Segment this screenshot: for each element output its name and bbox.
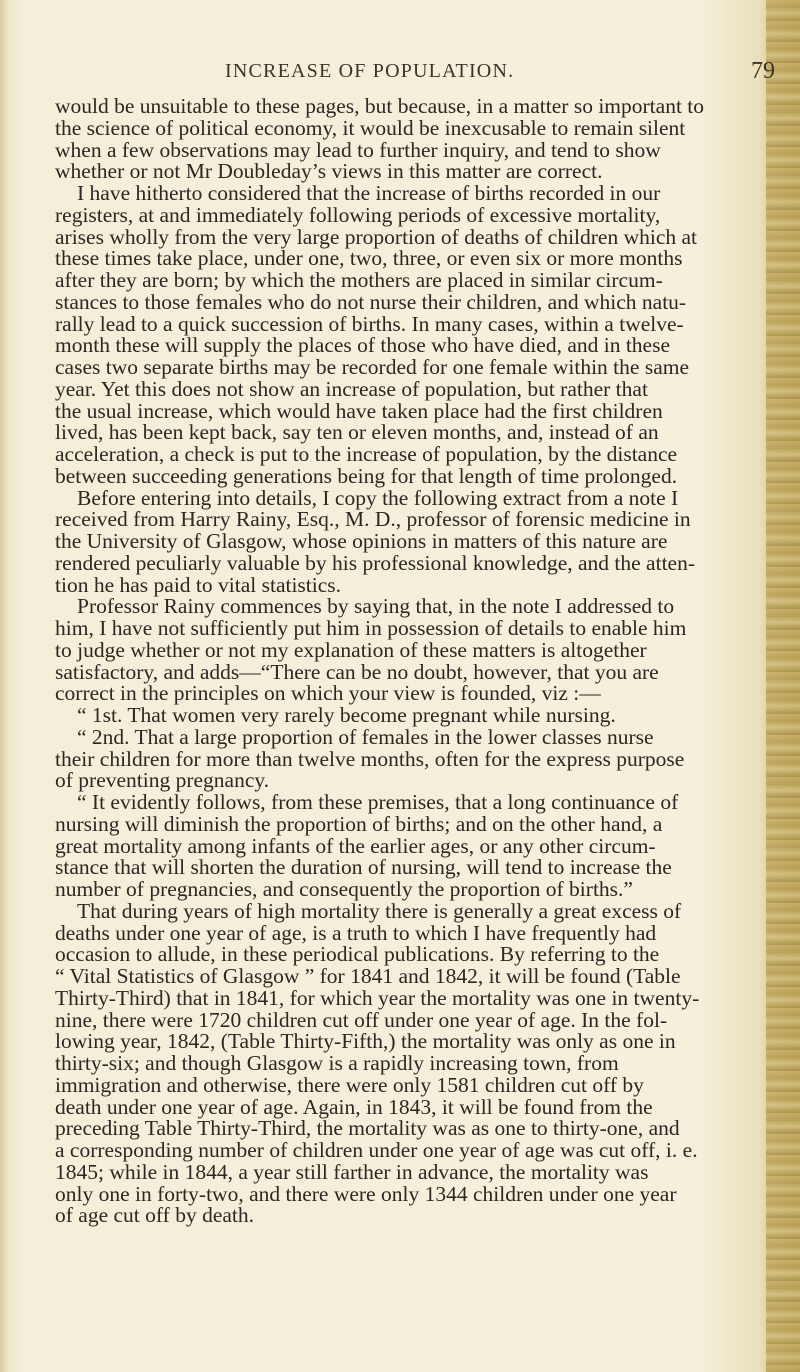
text-line: whether or not Mr Doubleday’s views in this matter are correct. <box>55 159 603 184</box>
body-text <box>55 96 775 1227</box>
text-line: thirty-six; and though Glasgow is a rapidly increasing town, from <box>55 1051 619 1075</box>
text-line: month these will supply the places of those who have died, and in these <box>55 333 671 358</box>
text-line: after they are born; by which the mothers are placed in similar circum- <box>55 268 663 292</box>
text-line: cases two separate births may be recorded for one female within the same <box>55 355 689 379</box>
text-line: him, I have not sufficiently put him in possession of details to enable him <box>55 616 687 640</box>
text-line: received from Harry Rainy, Esq., M. D., professor of forensic medicine in <box>55 507 691 532</box>
text-line: the science of political economy, it would be inexcusable to remain silent <box>55 115 686 140</box>
text-line: stance that will shorten the duration of nursing, will tend to increase the <box>55 855 672 880</box>
text-line: the University of Glasgow, whose opinions in matters of this nature are <box>55 529 668 553</box>
text-line: year. Yet this does not show an increase of population, but rather that <box>55 376 648 401</box>
text-line: 1845; while in 1844, a year still farther in advance, the mortality was <box>55 1159 649 1184</box>
text-line: death under one year of age. Again, in 1843, it will be found from the <box>55 1094 653 1119</box>
text-line: a corresponding number of children under one year of age was cut off, i. e. <box>55 1138 698 1162</box>
page-number: 79 <box>751 58 775 84</box>
text-line: stances to those females who do not nurse their children, and which natu- <box>55 289 687 314</box>
running-title: INCREASE OF POPULATION. <box>225 60 515 82</box>
text-line: Before entering into details, I copy the following extract from a note I <box>77 485 679 510</box>
text-line: nursing will diminish the proportion of births; and on the other hand, a <box>55 811 663 836</box>
text-line: of preventing pregnancy. <box>55 768 270 793</box>
text-line: immigration and otherwise, there were only 1581 children cut off by <box>55 1072 644 1097</box>
text-line: nine, there were 1720 children cut off under one year of age. In the fol- <box>55 1007 668 1032</box>
text-line: when a few observations may lead to further inquiry, and tend to show <box>55 137 661 162</box>
text-line: preceding Table Thirty-Third, the mortality was as one to thirty-one, and <box>55 1116 680 1141</box>
text-line: lowing year, 1842, (Table Thirty-Fifth,) the mortality was only as one in <box>55 1029 676 1054</box>
text-line: That during years of high mortality there is generally a great excess of <box>77 898 682 923</box>
text-line: I have hitherto considered that the increase of births recorded in our <box>77 181 661 205</box>
text-line: satisfactory, and adds—“There can be no doubt, however, that you are <box>55 659 659 684</box>
left-page-edge <box>0 0 8 1372</box>
text-line: these times take place, under one, two, three, or even six or more months <box>55 246 683 271</box>
text-line: rendered peculiarly valuable by his professional knowledge, and the atten- <box>55 550 695 575</box>
text-line: occasion to allude, in these periodical publications. By referring to the <box>55 942 660 967</box>
page-header <box>55 60 775 92</box>
text-line: between succeeding generations being for that length of time prolonged. <box>55 463 678 488</box>
text-line: “ Vital Statistics of Glasgow ” for 1841 and 1842, it will be found (Table <box>55 964 681 988</box>
text-line: would be unsuitable to these pages, but because, in a matter so important to <box>55 94 705 118</box>
text-line: lived, has been kept back, say ten or eleven months, and, instead of an <box>55 420 659 445</box>
text-line: number of pregnancies, and consequently the proportion of births.” <box>55 877 633 901</box>
text-line: correct in the principles on which your view is founded, viz :— <box>55 681 601 706</box>
text-line: tion he has paid to vital statistics. <box>55 572 342 597</box>
text-line: only one in forty-two, and there were only 1344 children under one year <box>55 1181 677 1206</box>
text-line: “ 2nd. That a large proportion of females in the lower classes nurse <box>77 724 654 749</box>
text-line: of age cut off by death. <box>55 1203 255 1228</box>
text-line: deaths under one year of age, is a truth to which I have frequently had <box>55 920 657 945</box>
text-line: registers, at and immediately following periods of excessive mortality, <box>55 202 661 227</box>
text-line: Professor Rainy commences by saying that, in the note I addressed to <box>77 594 675 619</box>
text-line: acceleration, a check is put to the increase of population, by the distance <box>55 442 678 466</box>
text-line: arises wholly from the very large proportion of deaths of children which at <box>55 224 698 249</box>
text-line: “ It evidently follows, from these premises, that a long continuance of <box>77 790 679 814</box>
text-line: Thirty-Third) that in 1841, for which year the mortality was one in twenty- <box>55 985 700 1010</box>
text-line: rally lead to a quick succession of births. In many cases, within a twelve- <box>55 311 684 336</box>
text-line: their children for more than twelve months, often for the express purpose <box>55 746 685 771</box>
text-line: “ 1st. That women very rarely become pregnant while nursing. <box>77 703 616 727</box>
text-line: great mortality among infants of the earlier ages, or any other circum- <box>55 833 656 858</box>
text-line: the usual increase, which would have taken place had the first children <box>55 398 663 423</box>
text-line: to judge whether or not my explanation of these matters is altogether <box>55 637 647 662</box>
